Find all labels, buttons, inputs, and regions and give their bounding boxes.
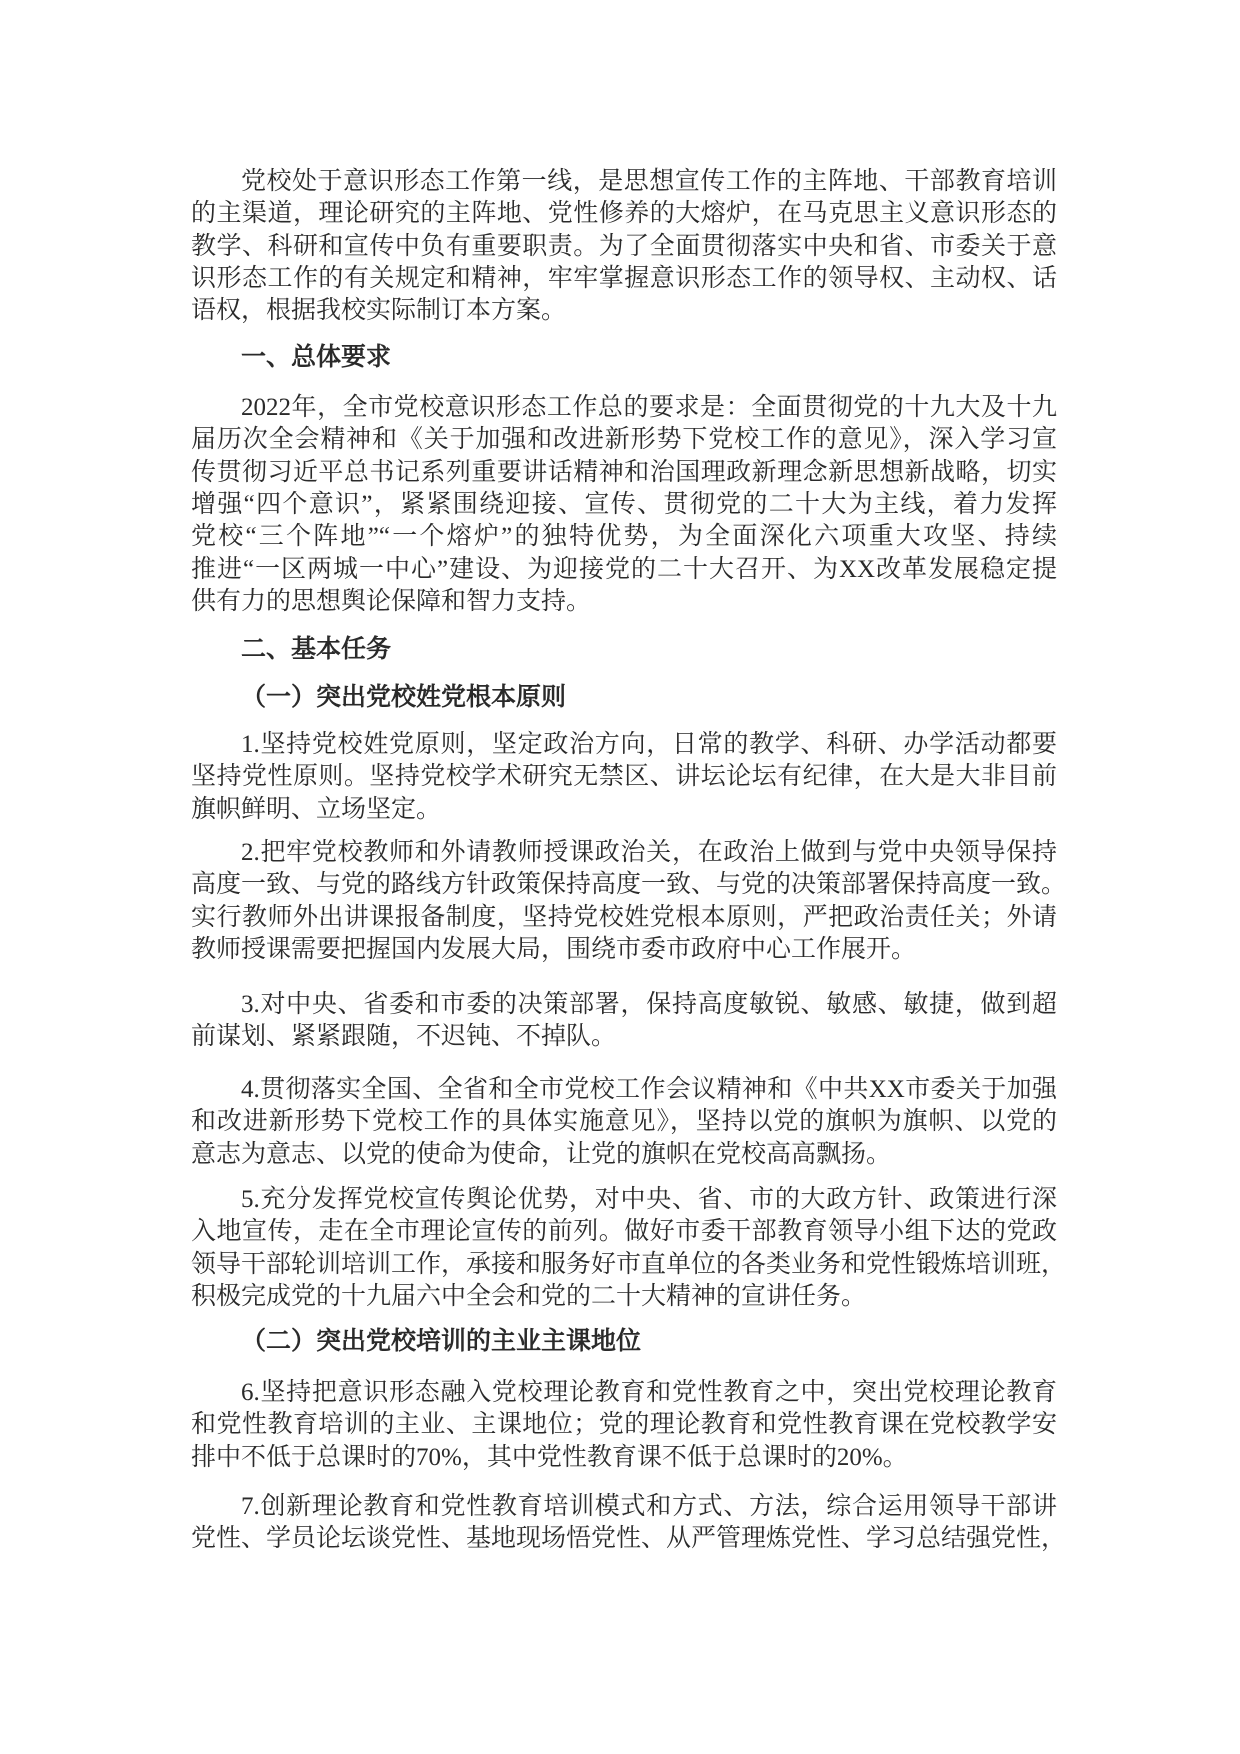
paragraph-line: 教师授课需要把握国内发展大局，围绕市委市政府中心工作展开。 bbox=[191, 935, 917, 963]
paragraph-line: 语权，根据我校实际制订本方案。 bbox=[191, 297, 567, 325]
section-heading: 一、总体要求 bbox=[241, 344, 392, 371]
paragraph-line: 积极完成党的十九届六中全会和党的二十大精神的宣讲任务。 bbox=[191, 1282, 867, 1310]
section-heading: （二）突出党校培训的主业主课地位 bbox=[241, 1328, 642, 1355]
paragraph-line: 传贯彻习近平总书记系列重要讲话精神和治国理政新理念新思想新战略，切实 bbox=[191, 458, 1057, 486]
paragraph-line: 领导干部轮训培训工作，承接和服务好市直单位的各类业务和党性锻炼培训班， bbox=[191, 1250, 1067, 1278]
paragraph-line: 党校处于意识形态工作第一线，是思想宣传工作的主阵地、干部教育培训 bbox=[241, 168, 1057, 195]
paragraph-line: 和改进新形势下党校工作的具体实施意见》，坚持以党的旗帜为旗帜、以党的 bbox=[191, 1108, 1057, 1136]
paragraph-line: 4.贯彻落实全国、全省和全市党校工作会议精神和《中共XX市委关于加强 bbox=[241, 1076, 1057, 1103]
section-heading: （一）突出党校姓党根本原则 bbox=[241, 684, 567, 711]
paragraph-line: 3.对中央、省委和市委的决策部署，保持高度敏锐、敏感、敏捷，做到超 bbox=[241, 991, 1057, 1018]
paragraph-line: 增强“四个意识”，紧紧围绕迎接、宣传、贯彻党的二十大为主线，着力发挥 bbox=[191, 490, 1057, 518]
paragraph-line: 旗帜鲜明、立场坚定。 bbox=[191, 795, 442, 823]
paragraph-line: 6.坚持把意识形态融入党校理论教育和党性教育之中，突出党校理论教育 bbox=[241, 1379, 1057, 1406]
section-heading: 二、基本任务 bbox=[241, 636, 392, 663]
paragraph-line: 2022年，全市党校意识形态工作总的要求是：全面贯彻党的十九大及十九 bbox=[241, 394, 1057, 421]
paragraph-line: 的主渠道，理论研究的主阵地、党性修养的大熔炉，在马克思主义意识形态的 bbox=[191, 200, 1057, 228]
paragraph-line: 5.充分发挥党校宣传舆论优势，对中央、省、市的大政方针、政策进行深 bbox=[241, 1186, 1057, 1213]
paragraph-line: 识形态工作的有关规定和精神，牢牢掌握意识形态工作的领导权、主动权、话 bbox=[191, 264, 1057, 292]
paragraph-line: 排中不低于总课时的70%，其中党性教育课不低于总课时的20%。 bbox=[191, 1443, 908, 1471]
paragraph-line: 坚持党性原则。坚持党校学术研究无禁区、讲坛论坛有纪律，在大是大非目前 bbox=[191, 763, 1057, 791]
paragraph-line: 高度一致、与党的路线方针政策保持高度一致、与党的决策部署保持高度一致。 bbox=[191, 871, 1067, 899]
paragraph-line: 和党性教育培训的主业、主课地位；党的理论教育和党性教育课在党校教学安 bbox=[191, 1411, 1057, 1439]
paragraph-line: 供有力的思想舆论保障和智力支持。 bbox=[191, 587, 592, 615]
paragraph-line: 党校“三个阵地”“一个熔炉”的独特优势，为全面深化六项重大攻坚、持续 bbox=[191, 523, 1057, 551]
paragraph-line: 前谋划、紧紧跟随，不迟钝、不掉队。 bbox=[191, 1023, 617, 1051]
paragraph-line: 2.把牢党校教师和外请教师授课政治关，在政治上做到与党中央领导保持 bbox=[241, 839, 1057, 866]
paragraph-line: 意志为意志、以党的使命为使命，让党的旗帜在党校高高飘扬。 bbox=[191, 1140, 892, 1168]
paragraph-line: 教学、科研和宣传中负有重要职责。为了全面贯彻落实中央和省、市委关于意 bbox=[191, 232, 1057, 260]
paragraph-line: 7.创新理论教育和党性教育培训模式和方式、方法，综合运用领导干部讲 bbox=[241, 1493, 1057, 1520]
paragraph-line: 实行教师外出讲课报备制度，坚持党校姓党根本原则，严把政治责任关；外请 bbox=[191, 903, 1057, 931]
paragraph-line: 1.坚持党校姓党原则，坚定政治方向，日常的教学、科研、办学活动都要 bbox=[241, 731, 1057, 758]
paragraph-line: 届历次全会精神和《关于加强和改进新形势下党校工作的意见》，深入学习宣 bbox=[191, 426, 1057, 454]
paragraph-line: 党性、学员论坛谈党性、基地现场悟党性、从严管理炼党性、学习总结强党性， bbox=[191, 1525, 1067, 1553]
paragraph-line: 入地宣传，走在全市理论宣传的前列。做好市委干部教育领导小组下达的党政 bbox=[191, 1218, 1057, 1246]
paragraph-line: 推进“一区两城一中心”建设、为迎接党的二十大召开、为XX改革发展稳定提 bbox=[191, 555, 1057, 583]
